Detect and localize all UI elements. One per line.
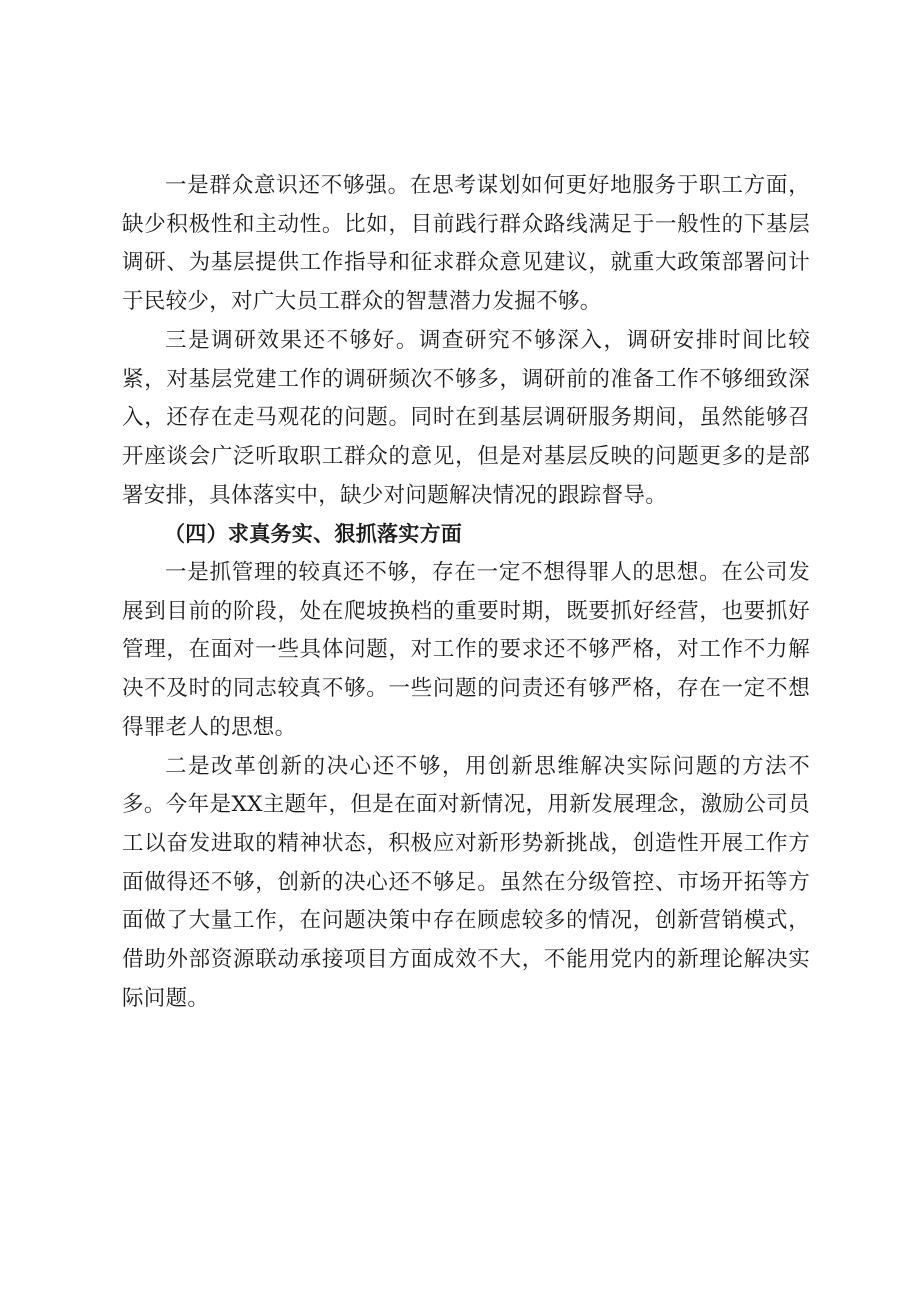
paragraph-reform-innovation: 二是改革创新的决心还不够，用创新思维解决实际问题的方法不多。今年是XX主题年，但是在面对新情况，用新发展理念，激励公司员工以奋发进取的精神状态，积极应对新形势新挑战，创造性开展工作方面做得还不够，创新的决心还不够足。虽然在分级管控、市场开拓等方面做了大量工作，在问题决策中存在顾虑较多的情况，创新营销模式，借助外部资源联动承接项目方面成效不大，不能用党内的新理论解决实际问题。 (122, 753, 810, 1011)
paragraph-research-effect: 三是调研效果还不够好。调查研究不够深入，调研安排时间比较紧，对基层党建工作的调研频次不够多，调研前的准备工作不够细致深入，还存在走马观花的问题。同时在到基层调研服务期间，虽然能够召开座谈会广泛听取职工群众的意见，但是对基层反映的问题更多的是部署安排，具体落实中，缺少对问题解决情况的跟踪督导。 (122, 327, 810, 508)
paragraph-management: 一是抓管理的较真还不够，存在一定不想得罪人的思想。在公司发展到目前的阶段，处在爬坡换档的重要时期，既要抓好经营，也要抓好管理，在面对一些具体问题，对工作的要求还不够严格，对工作不力解决不及时的同志较真不够。一些问题的问责还有够严格，存在一定不想得罪老人的思想。 (122, 560, 810, 740)
section-heading: （四）求真务实、狠抓落实方面 (164, 522, 463, 547)
document-body (122, 167, 810, 1018)
paragraph-mass-awareness: 一是群众意识还不够强。在思考谋划如何更好地服务于职工方面，缺少积极性和主动性。比如，目前践行群众路线满足于一般性的下基层调研、为基层提供工作指导和征求群众意见建议，就重大政策部署问计于民较少，对广大员工群众的智慧潜力发掘不够。 (122, 173, 810, 315)
